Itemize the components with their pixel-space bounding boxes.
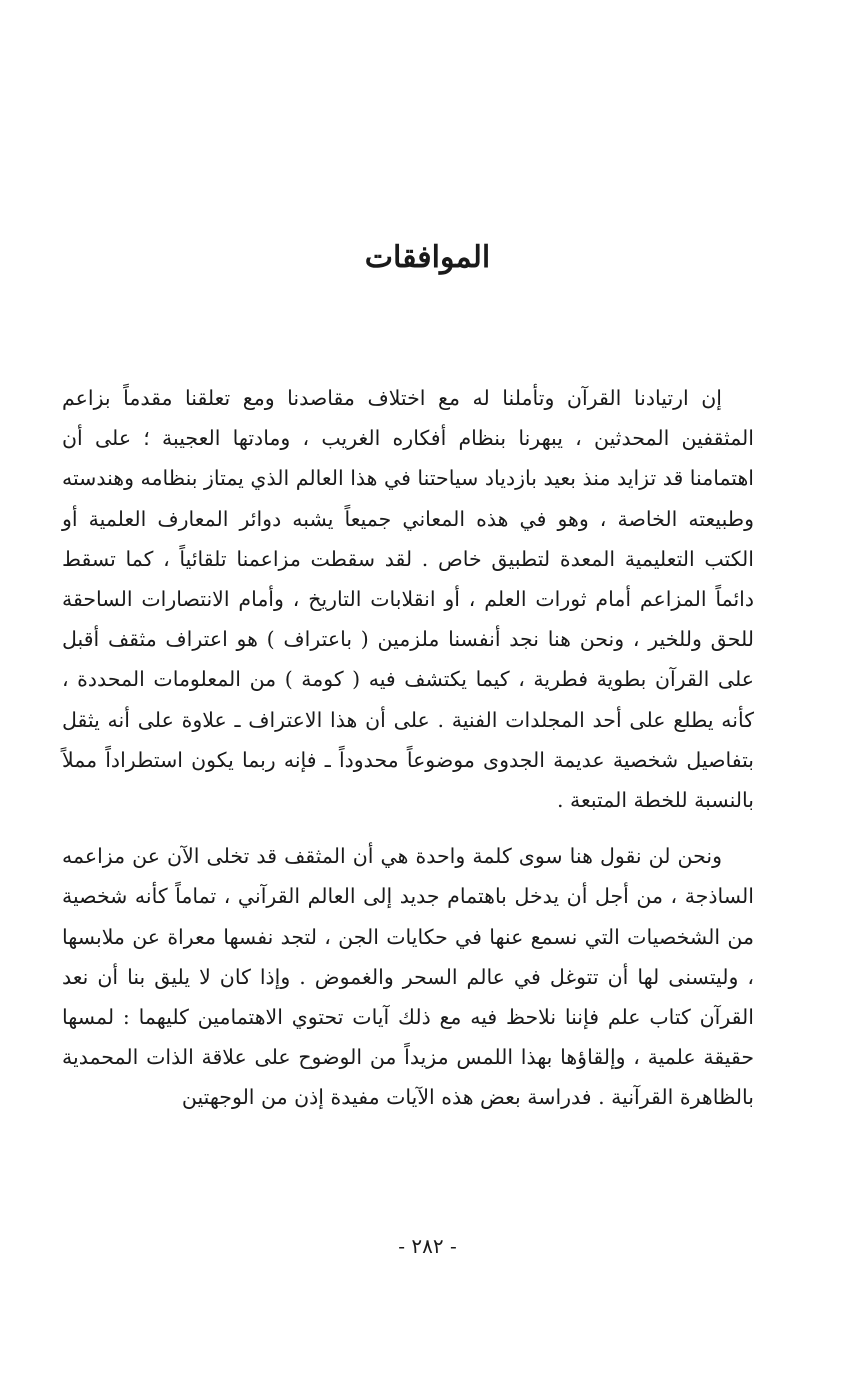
- chapter-title: الموافقات: [364, 240, 491, 275]
- paragraph-2: ونحن لن نقول هنا سوى كلمة واحدة هي أن المثقف قد تخلى الآن عن مزاعمه الساذجة ، من أجل أن يدخل باهتمام جديد إلى العالم القرآني ، تماماً كأنه شخصية من الشخصيات التي نسمع عنها في حكايات الجن ، لتجد نفسها معراة عن ملابسها ، وليتسنى لها أن تتوغل في عالم السحر والغموض . وإذا كان لا يليق بنا أن نعد القرآن كتاب علم فإننا نلاحظ فيه مع ذلك آيات تحتوي الاهتمامين كليهما : لمسها حقيقة علمية ، وإلقاؤها بهذا اللمس مزيداً من الوضوح على علاقة الذات المحمدية بالظاهرة القرآنية . فدراسة بعض هذه الآيات مفيدة إذن من الوجهتين: [62, 844, 754, 1110]
- page-number: - ٢٨٢ -: [398, 1234, 457, 1258]
- paragraph-1: إن ارتيادنا القرآن وتأملنا له مع اختلاف مقاصدنا ومع تعلقنا مقدماً بزاعم المثقفين المحدثين ، يبهرنا بنظام أفكاره الغريب ، ومادتها العجيبة ؛ على أن اهتمامنا قد تزايد منذ بعيد بازدياد سياحتنا في هذا العالم الذي يمتاز بنظامه وهندسته وطبيعته الخاصة ، وهو في هذه المعاني جميعاً يشبه دوائر المعارف العلمية أو الكتب التعليمية المعدة لتطبيق خاص . لقد سقطت مزاعمنا تلقائياً ، كما تسقط دائماً المزاعم أمام ثورات العلم ، أو انقلابات التاريخ ، وأمام الانتصارات الساحقة للحق وللخير ، ونحن هنا نجد أنفسنا ملزمين ( باعتراف ) هو اعتراف مثقف أقبل على القرآن بطوية فطرية ، كيما يكتشف فيه ( كومة ) من المعلومات المحددة ، كأنه يطلع على أحد المجلدات الفنية . على أن هذا الاعتراف ـ علاوة على أنه يثقل بتفاصيل شخصية عديمة الجدوى موضوعاً محدوداً ـ فإنه ربما يكون استطراداً مملاً بالنسبة للخطة المتبعة .: [62, 386, 754, 813]
- body-text: [62, 378, 754, 1118]
